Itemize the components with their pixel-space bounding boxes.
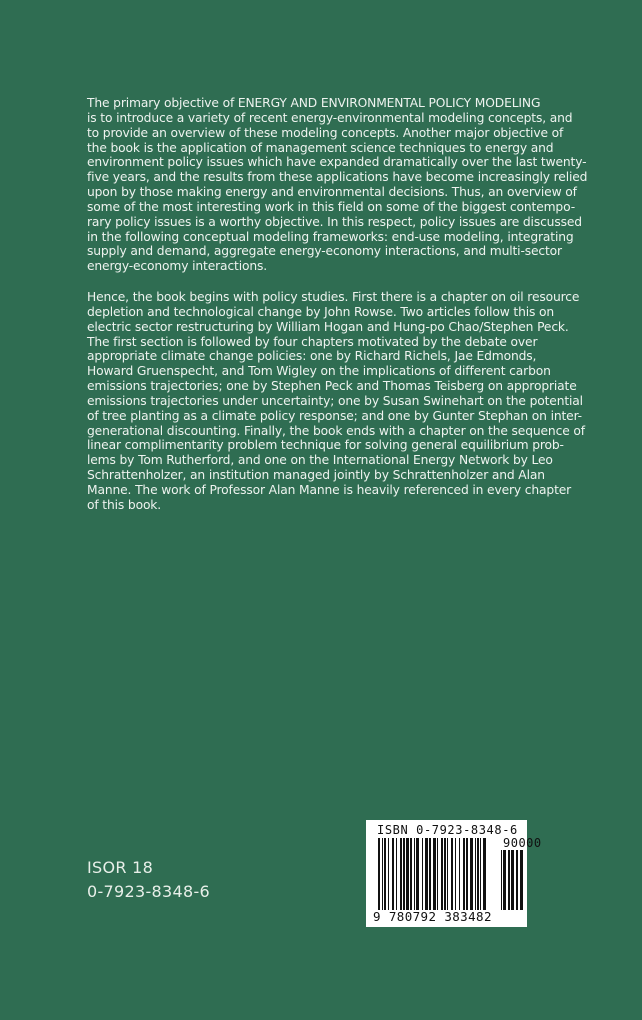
text-line: emissions trajectories under uncertainty; one by Susan Swinehart on the potential xyxy=(87,393,583,408)
barcode-bar xyxy=(396,838,397,910)
barcode-addon-bars xyxy=(501,850,525,910)
barcode-bar xyxy=(406,838,409,910)
text-line: energy-economy interactions. xyxy=(87,259,268,274)
text-line: of tree planting as a climate policy response; and one by Gunter Stephan on inter- xyxy=(87,408,582,423)
barcode-bar xyxy=(441,838,443,910)
text-line: emissions trajectories; one by Stephen Peck and Thomas Teisberg on appropriate xyxy=(87,379,577,394)
barcode-bar xyxy=(475,838,476,910)
isbn-barcode xyxy=(366,820,542,927)
barcode-bar xyxy=(483,838,486,910)
text-line: is to introduce a variety of recent energy-environmental modeling concepts, and xyxy=(87,110,573,125)
barcode-bar xyxy=(425,838,428,910)
text-line: of this book. xyxy=(87,497,162,512)
barcode-bar xyxy=(470,838,473,910)
barcode-bar xyxy=(503,850,506,910)
description-paragraph-2 xyxy=(87,290,585,513)
barcode-bar xyxy=(459,838,460,910)
barcode-bar xyxy=(511,850,514,910)
barcode-bar xyxy=(455,838,456,910)
text-line: upon by those making energy and environmental decisions. Thus, an overview of xyxy=(87,185,577,200)
barcode-bar xyxy=(480,838,481,910)
barcode-bar xyxy=(433,838,436,910)
text-line: five years, and the results from these applications have become increasingly relied xyxy=(87,170,588,185)
text-line: electric sector restructuring by William Hogan and Hung-po Chao/Stephen Peck. xyxy=(87,319,569,334)
text-line: depletion and technological change by John Rowse. Two articles follow this on xyxy=(87,304,555,319)
text-line: Schrattenholzer, an institution managed jointly by Schrattenholzer and Alan xyxy=(87,468,545,483)
barcode-bar xyxy=(422,838,423,910)
barcode-addon-number: 90000 xyxy=(503,836,542,850)
barcode-bar xyxy=(416,838,419,910)
barcode-bar xyxy=(403,838,405,910)
text-line: linear complimentarity problem technique for solving general equilibrium prob- xyxy=(87,438,564,453)
text-line: some of the most interesting work in this field on some of the biggest contempo- xyxy=(87,199,575,214)
text-line: the book is the application of management science techniques to energy and xyxy=(87,140,554,155)
barcode-digits: 9 780792 383482 xyxy=(373,909,492,924)
text-line: to provide an overview of these modeling concepts. Another major objective of xyxy=(87,125,564,140)
barcode-bar xyxy=(501,850,502,910)
barcode-isbn-label: ISBN 0-7923-8348-6 xyxy=(377,823,518,837)
isbn-number: 0-7923-8348-6 xyxy=(87,882,211,901)
barcode-bar xyxy=(378,838,380,910)
barcode-bar xyxy=(447,838,448,910)
text-line: generational discounting. Finally, the book ends with a chapter on the sequence of xyxy=(87,423,585,438)
barcode-bar xyxy=(516,850,518,910)
barcode-bar xyxy=(466,838,468,910)
text-line: rary policy issues is a worthy objective. In this respect, policy issues are discussed xyxy=(87,214,582,229)
text-line: in the following conceptual modeling frameworks: end-use modeling, integrating xyxy=(87,229,574,244)
series-info xyxy=(87,856,210,904)
description-paragraph-1 xyxy=(87,96,587,274)
text-line: environment policy issues which have expanded dramatically over the last twenty- xyxy=(87,155,587,170)
text-line: The first section is followed by four chapters motivated by the debate over xyxy=(87,334,538,349)
text-line: The primary objective of ENERGY AND ENVIRONMENTAL POLICY MODELING xyxy=(87,96,541,110)
text-line: Howard Gruenspecht, and Tom Wigley on the implications of different carbon xyxy=(87,364,551,379)
text-line: supply and demand, aggregate energy-economy interactions, and multi-sector xyxy=(87,244,562,259)
barcode-bar xyxy=(392,838,394,910)
text-line: lems by Tom Rutherford, and one on the International Energy Network by Leo xyxy=(87,453,553,468)
barcode-bar xyxy=(463,838,465,910)
barcode-bar xyxy=(444,838,446,910)
barcode-bar xyxy=(388,838,389,910)
barcode-bar xyxy=(410,838,412,910)
barcode-bar xyxy=(508,850,510,910)
barcode-bar xyxy=(400,838,402,910)
barcode-bar xyxy=(384,838,386,910)
barcode-bar xyxy=(382,838,383,910)
barcode-bar xyxy=(477,838,479,910)
barcode-bar xyxy=(429,838,431,910)
barcode-bar xyxy=(520,850,523,910)
text-line: Hence, the book begins with policy studies. First there is a chapter on oil resource xyxy=(87,290,580,304)
text-line: Manne. The work of Professor Alan Manne is heavily referenced in every chapter xyxy=(87,482,572,497)
series-number: ISOR 18 xyxy=(87,858,154,877)
barcode-bar xyxy=(437,838,438,910)
barcode-bar xyxy=(414,838,415,910)
barcode-bar xyxy=(451,838,453,910)
text-line: appropriate climate change policies: one by Richard Richels, Jae Edmonds, xyxy=(87,349,537,364)
barcode-bars xyxy=(378,838,490,910)
